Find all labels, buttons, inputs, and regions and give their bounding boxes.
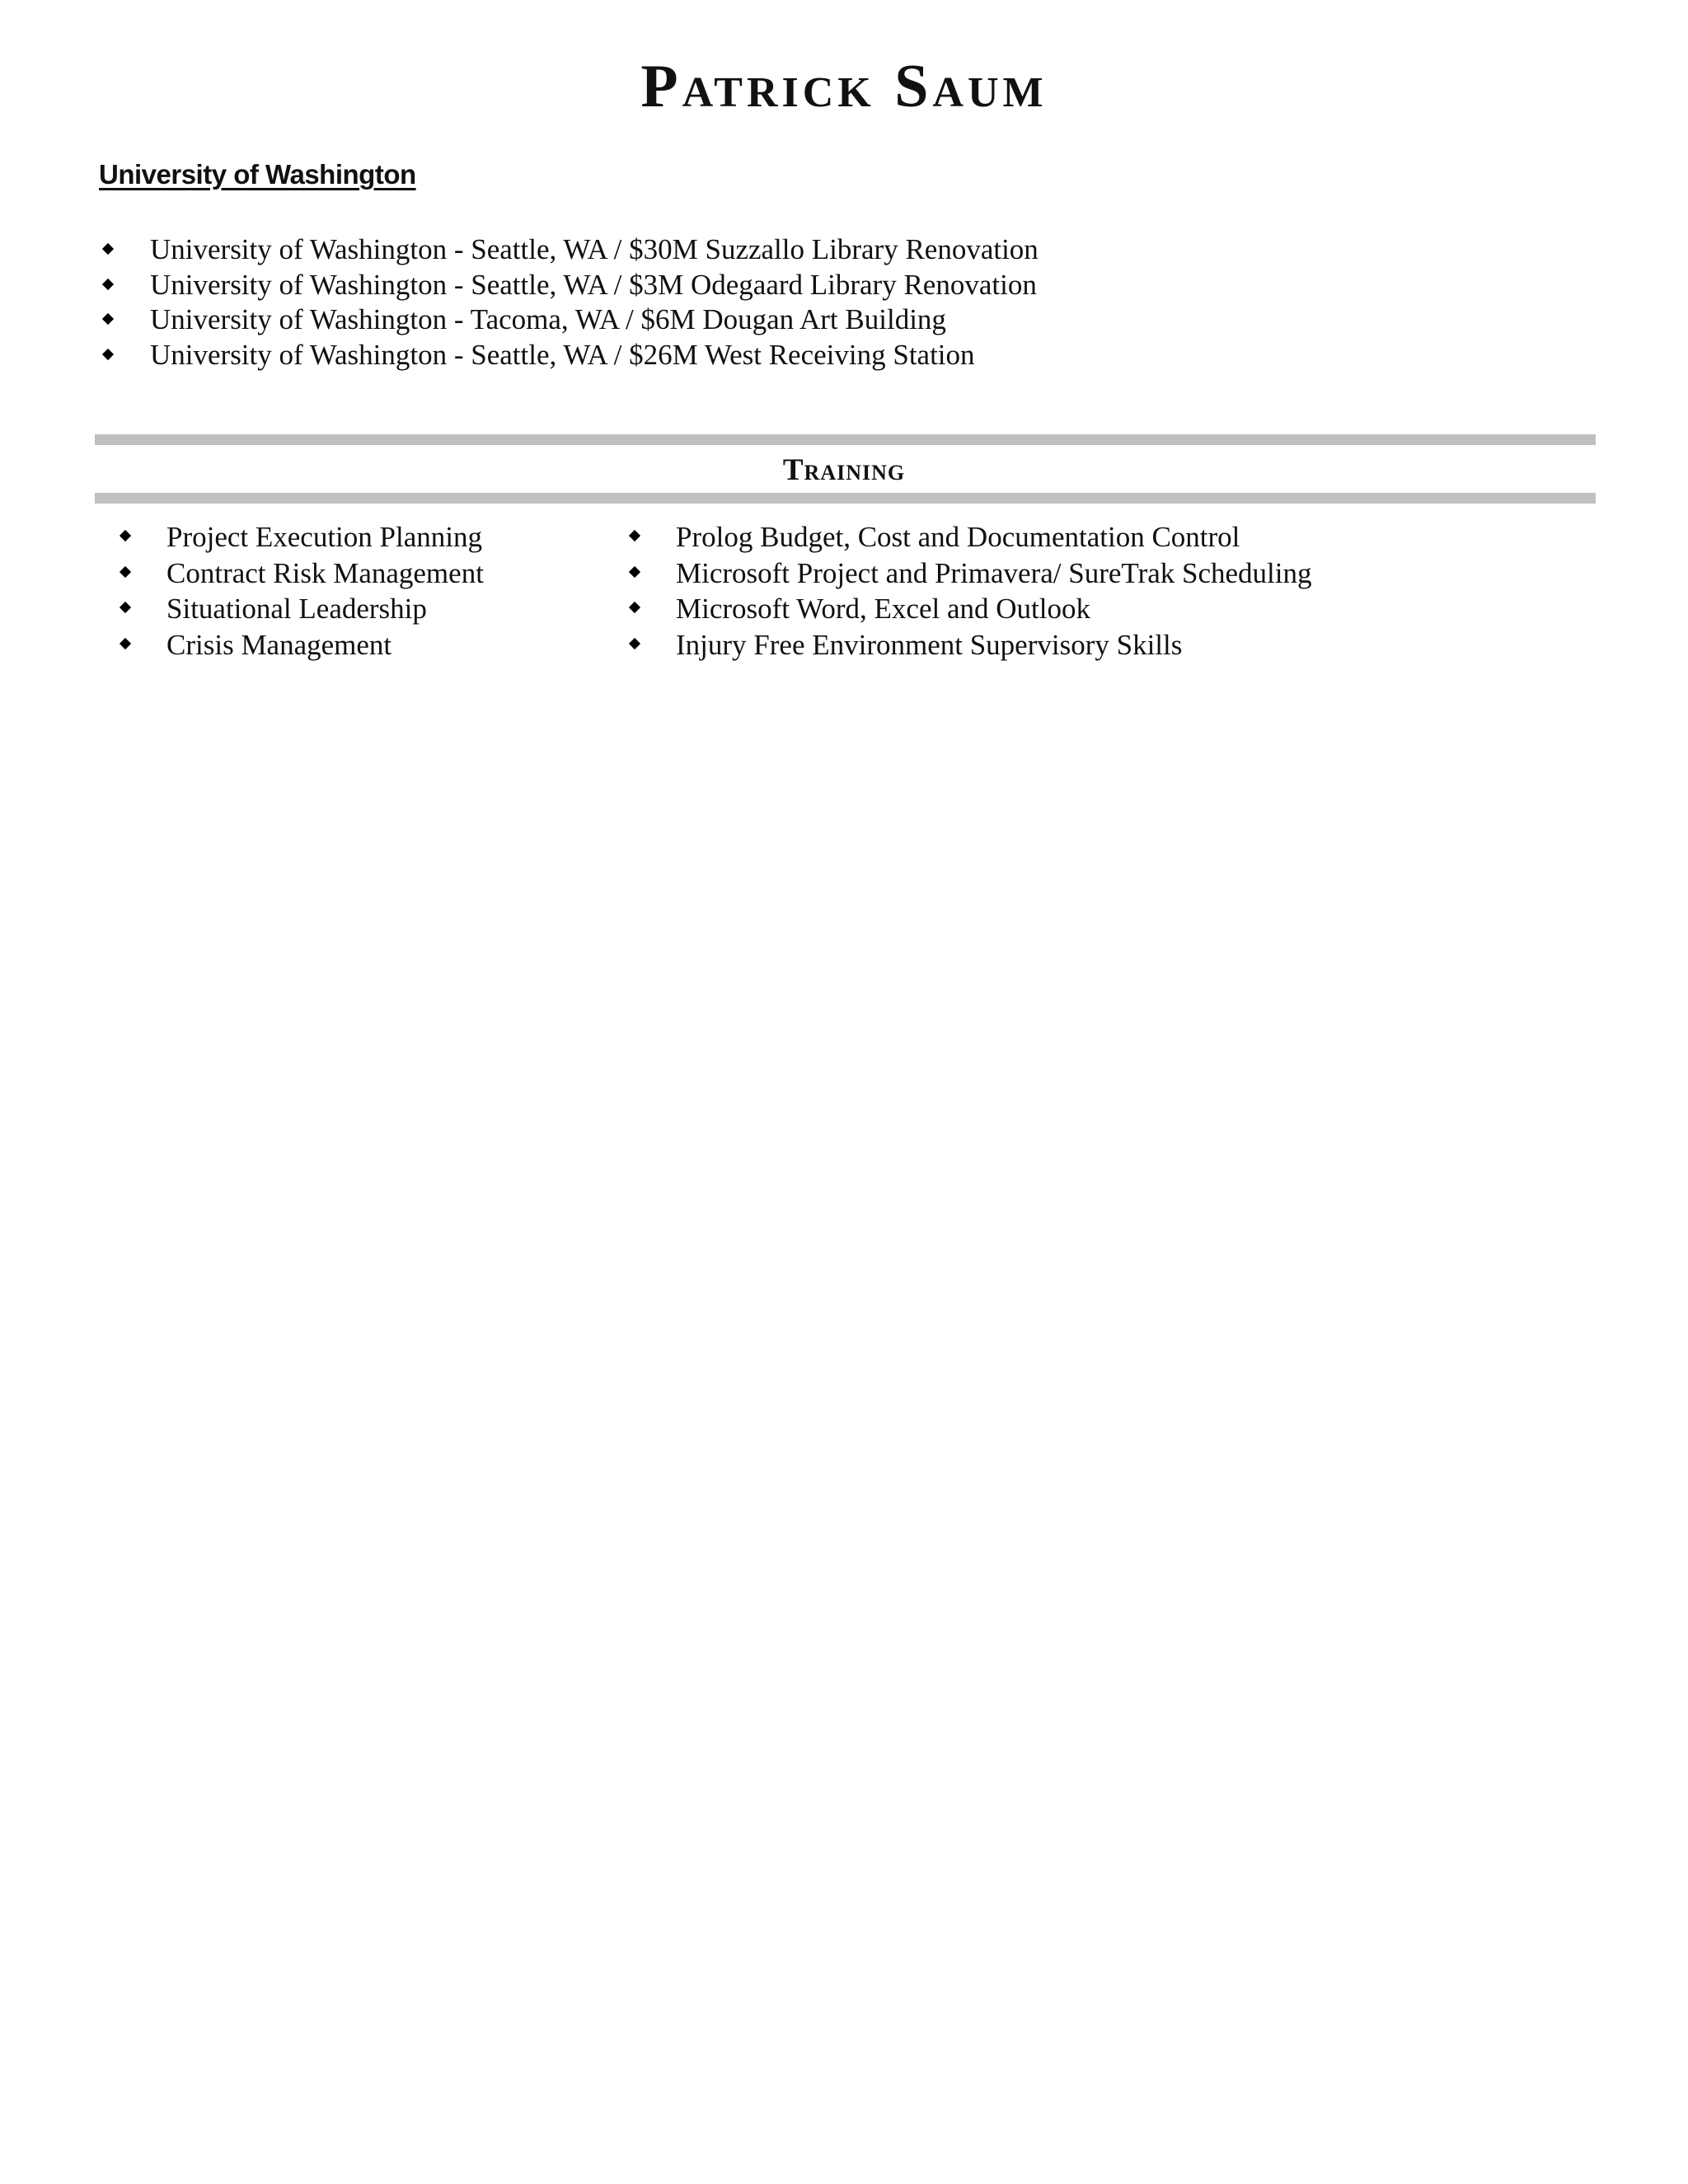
candidate-name: Patrick Saum [640,53,1048,120]
list-item [115,555,484,592]
training-text: Prolog Budget, Cost and Documentation Control [676,521,1240,553]
training-list-right [625,519,1312,663]
list-item [99,268,1039,303]
diamond-bullet-icon [120,565,131,577]
diamond-bullet-icon [629,602,640,613]
diamond-bullet-icon [102,243,114,255]
diamond-bullet-icon [629,530,640,541]
list-item [625,627,1312,663]
list-item [625,555,1312,592]
training-text: Situational Leadership [166,593,427,625]
section-divider-bottom [95,493,1596,504]
diamond-bullet-icon [120,602,131,613]
project-text: University of Washington - Tacoma, WA / $6M Dougan Art Building [150,303,946,335]
diamond-bullet-icon [102,348,114,359]
training-text: Microsoft Word, Excel and Outlook [676,593,1090,625]
training-section-title: Training [782,453,906,487]
diamond-bullet-icon [102,313,114,325]
list-item [99,232,1039,268]
diamond-bullet-icon [629,565,640,577]
project-text: University of Washington - Seattle, WA / $26M West Receiving Station [150,338,975,371]
training-text: Contract Risk Management [166,556,484,589]
project-text: University of Washington - Seattle, WA / $3M Odegaard Library Renovation [150,268,1037,301]
training-text: Injury Free Environment Supervisory Skills [676,628,1183,661]
list-item [99,302,1039,338]
list-item [115,591,484,627]
training-text: Microsoft Project and Primavera/ SureTrak Scheduling [676,556,1312,589]
project-list [99,232,1039,373]
list-item [625,591,1312,627]
diamond-bullet-icon [120,637,131,649]
list-item [625,519,1312,555]
project-text: University of Washington - Seattle, WA / $30M Suzzallo Library Renovation [150,233,1039,265]
training-text: Crisis Management [166,628,392,661]
diamond-bullet-icon [120,530,131,541]
training-text: Project Execution Planning [166,521,482,553]
diamond-bullet-icon [102,278,114,289]
list-item [99,338,1039,373]
list-item [115,627,484,663]
organization-heading: University of Washington [99,159,416,190]
training-list-left [115,519,484,663]
section-divider-top [95,434,1596,445]
diamond-bullet-icon [629,637,640,649]
list-item [115,519,484,555]
